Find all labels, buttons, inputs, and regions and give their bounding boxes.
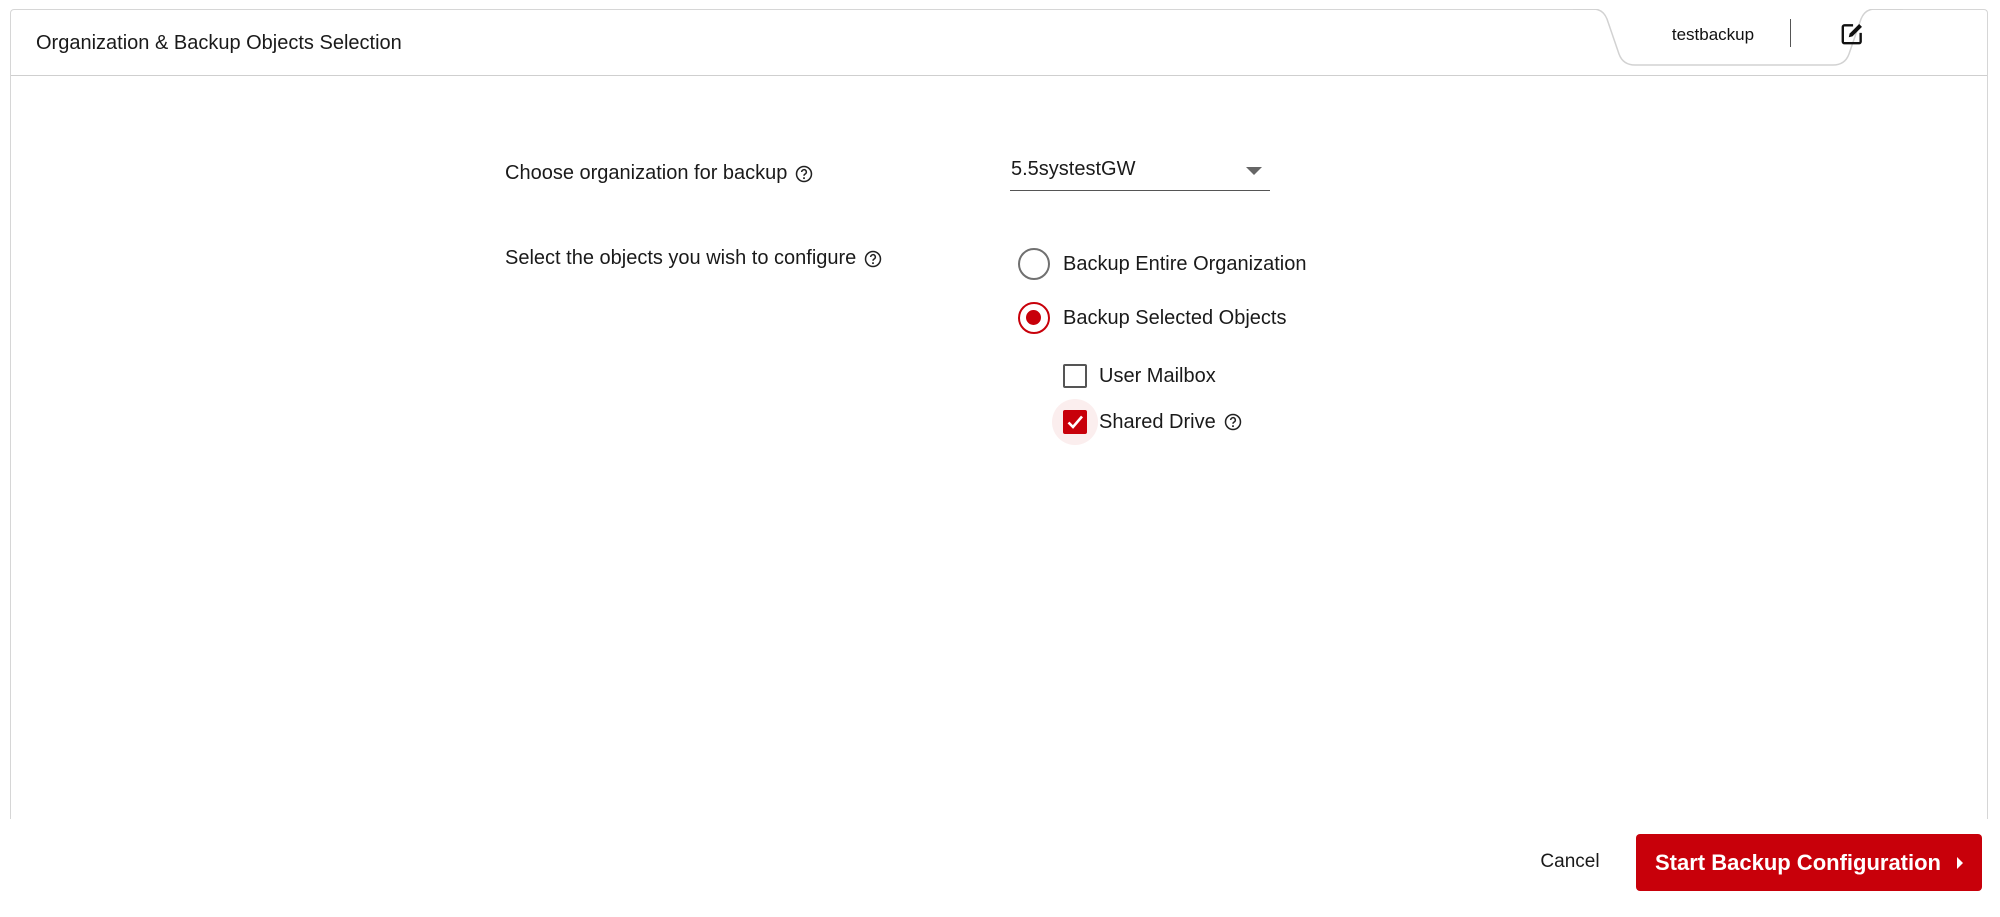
checkbox-mailbox-label: User Mailbox bbox=[1099, 364, 1216, 387]
checkbox-user-mailbox[interactable] bbox=[1052, 353, 1216, 399]
help-icon[interactable] bbox=[795, 165, 813, 183]
objects-label: Select the objects you wish to configure bbox=[505, 247, 857, 269]
start-backup-configuration-button[interactable] bbox=[1636, 834, 1982, 891]
edit-icon[interactable] bbox=[1839, 21, 1865, 47]
chevron-down-icon bbox=[1246, 167, 1262, 175]
checkbox-drive-label: Shared Drive bbox=[1099, 410, 1216, 433]
caret-right-icon bbox=[1957, 857, 1963, 869]
cancel-button[interactable]: Cancel bbox=[1540, 851, 1600, 872]
backup-name-tab bbox=[1573, 9, 1903, 66]
checkbox-halo bbox=[1052, 353, 1098, 399]
checkbox-shared-drive[interactable] bbox=[1052, 399, 1242, 445]
footer-bar bbox=[0, 819, 2000, 917]
checkbox-checked[interactable] bbox=[1063, 410, 1087, 434]
main-panel bbox=[10, 9, 1988, 819]
help-icon[interactable] bbox=[1224, 413, 1242, 431]
radio-backup-entire[interactable] bbox=[1018, 248, 1306, 280]
checkmark-icon bbox=[1065, 412, 1085, 432]
organization-select[interactable] bbox=[1010, 155, 1270, 191]
page-title: Organization & Backup Objects Selection bbox=[36, 32, 402, 54]
help-icon[interactable] bbox=[864, 250, 882, 268]
checkbox-halo bbox=[1052, 399, 1098, 445]
radio-button[interactable] bbox=[1018, 248, 1050, 280]
radio-button-selected[interactable] bbox=[1018, 302, 1050, 334]
radio-selected-label: Backup Selected Objects bbox=[1063, 306, 1287, 329]
org-label-row bbox=[505, 162, 813, 185]
org-label: Choose organization for backup bbox=[505, 162, 788, 184]
tab-divider bbox=[1790, 19, 1791, 47]
organization-select-value: 5.5systestGW bbox=[1011, 158, 1136, 180]
checkbox[interactable] bbox=[1063, 364, 1087, 388]
radio-backup-selected[interactable] bbox=[1018, 302, 1286, 334]
panel-header bbox=[11, 10, 1987, 76]
radio-entire-label: Backup Entire Organization bbox=[1063, 252, 1307, 275]
objects-label-row bbox=[505, 247, 882, 270]
start-button-label: Start Backup Configuration bbox=[1654, 849, 1941, 875]
backup-name: testbackup bbox=[1671, 25, 1755, 44]
